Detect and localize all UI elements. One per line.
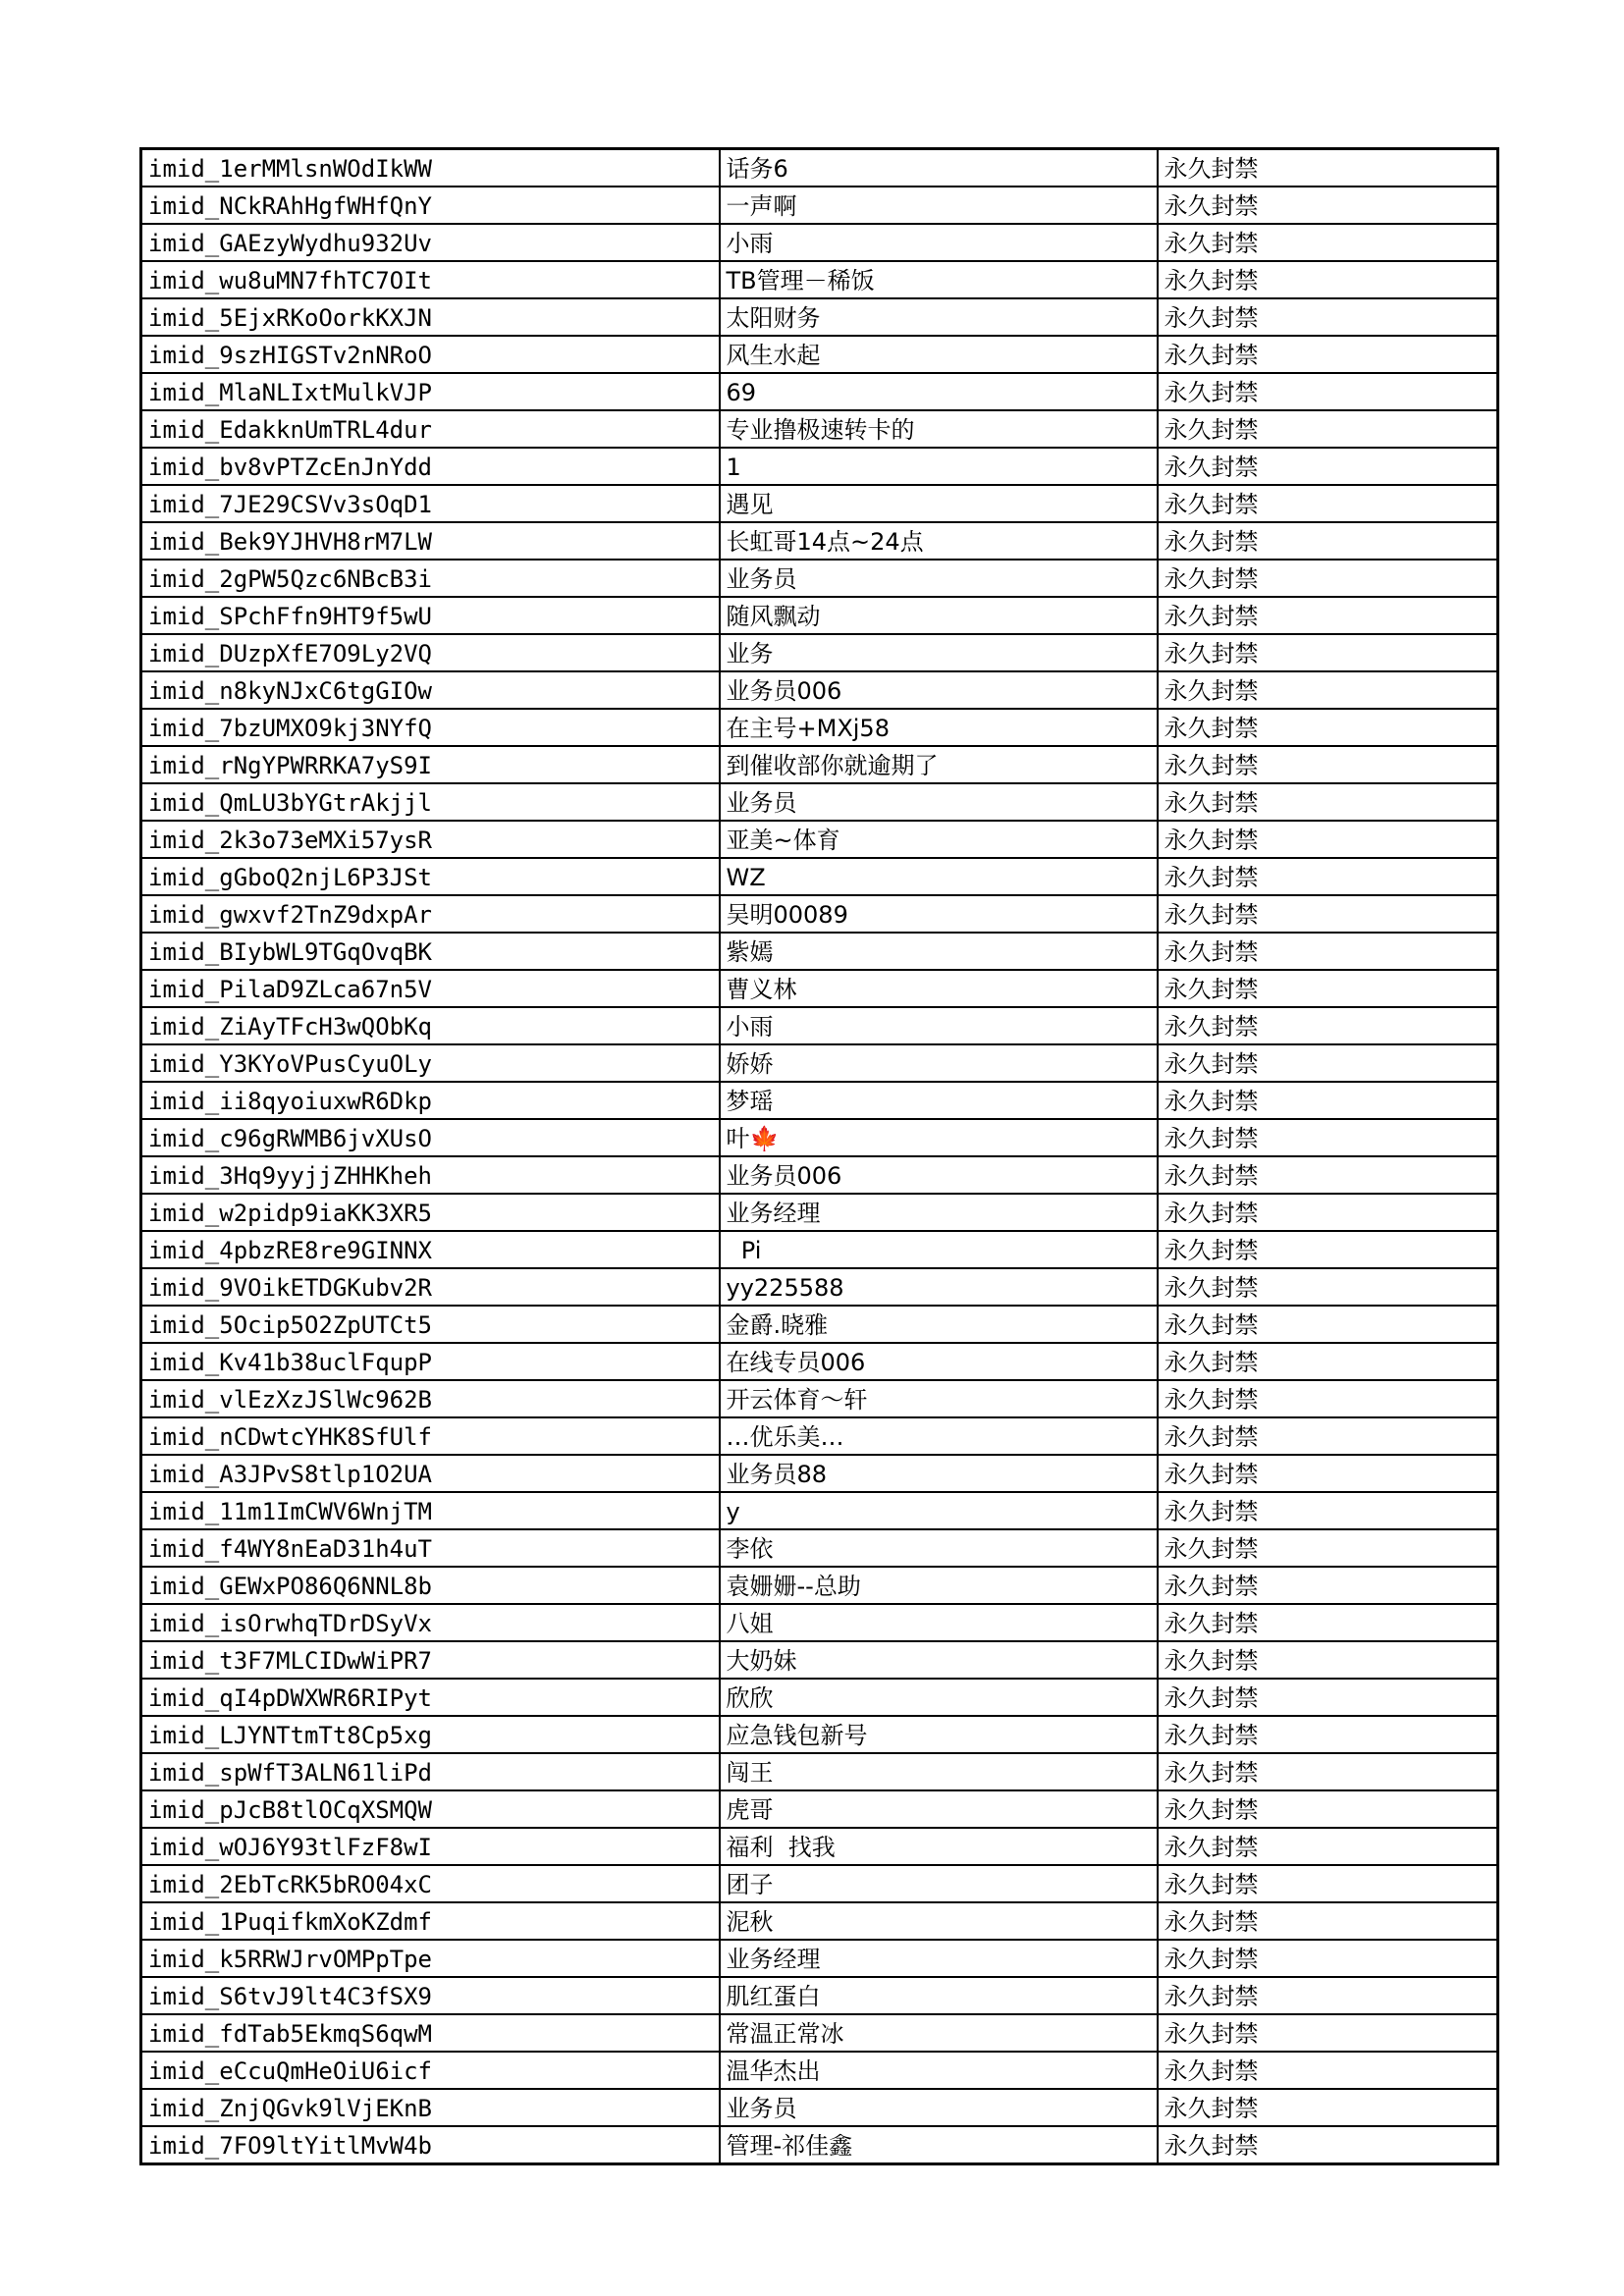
nickname-cell: 到催收部你就逾期了 (720, 746, 1158, 783)
nickname-cell: 1 (720, 448, 1158, 485)
table-row (141, 373, 1498, 410)
table-row (141, 485, 1498, 522)
table-row (141, 1529, 1498, 1567)
nickname-cell: 福利 找我 (720, 1828, 1158, 1865)
table-row (141, 1716, 1498, 1753)
ban-status-cell: 永久封禁 (1158, 187, 1498, 224)
nickname-cell: 紫嫣 (720, 933, 1158, 970)
table-row (141, 933, 1498, 970)
ban-list-body (141, 149, 1498, 2164)
user-id-cell: imid_9VOikETDGKubv2R (141, 1268, 720, 1306)
table-row (141, 2089, 1498, 2126)
ban-status-cell: 永久封禁 (1158, 336, 1498, 373)
user-id-cell: imid_GEWxPO86Q6NNL8b (141, 1567, 720, 1604)
table-row (141, 1753, 1498, 1790)
user-id-cell: imid_rNgYPWRRKA7yS9I (141, 746, 720, 783)
ban-status-cell: 永久封禁 (1158, 448, 1498, 485)
nickname-cell: 风生水起 (720, 336, 1158, 373)
user-id-cell: imid_w2pidp9iaKK3XR5 (141, 1194, 720, 1231)
ban-status-cell: 永久封禁 (1158, 1306, 1498, 1343)
ban-status-cell: 永久封禁 (1158, 485, 1498, 522)
ban-status-cell: 永久封禁 (1158, 2014, 1498, 2052)
table-row (141, 671, 1498, 709)
ban-status-cell: 永久封禁 (1158, 224, 1498, 261)
ban-list-table (139, 147, 1499, 2165)
ban-status-cell: 永久封禁 (1158, 709, 1498, 746)
nickname-cell: 业务员88 (720, 1455, 1158, 1492)
nickname-cell: 太阳财务 (720, 298, 1158, 336)
user-id-cell: imid_7JE29CSVv3sOqD1 (141, 485, 720, 522)
user-id-cell: imid_vlEzXzJSlWc962B (141, 1380, 720, 1417)
table-row (141, 1268, 1498, 1306)
nickname-cell: 业务经理 (720, 1194, 1158, 1231)
nickname-cell: 业务员 (720, 560, 1158, 597)
ban-status-cell: 永久封禁 (1158, 1567, 1498, 1604)
nickname-cell: 应急钱包新号 (720, 1716, 1158, 1753)
user-id-cell: imid_SPchFfn9HT9f5wU (141, 597, 720, 634)
table-row (141, 1828, 1498, 1865)
user-id-cell: imid_c96gRWMB6jvXUsO (141, 1119, 720, 1156)
table-row (141, 2052, 1498, 2089)
nickname-cell: yy225588 (720, 1268, 1158, 1306)
nickname-cell: 一声啊 (720, 187, 1158, 224)
nickname-cell: 大奶妹 (720, 1641, 1158, 1679)
table-row (141, 1044, 1498, 1082)
ban-status-cell: 永久封禁 (1158, 1790, 1498, 1828)
user-id-cell: imid_spWfT3ALN61liPd (141, 1753, 720, 1790)
nickname-cell: 肌红蛋白 (720, 1977, 1158, 2014)
ban-status-cell: 永久封禁 (1158, 597, 1498, 634)
table-row (141, 336, 1498, 373)
user-id-cell: imid_ii8qyoiuxwR6Dkp (141, 1082, 720, 1119)
table-row (141, 1007, 1498, 1044)
table-row (141, 1902, 1498, 1940)
table-row (141, 821, 1498, 858)
user-id-cell: imid_ZnjQGvk9lVjEKnB (141, 2089, 720, 2126)
user-id-cell: imid_qI4pDWXWR6RIPyt (141, 1679, 720, 1716)
user-id-cell: imid_5Ocip5O2ZpUTCt5 (141, 1306, 720, 1343)
ban-status-cell: 永久封禁 (1158, 1119, 1498, 1156)
nickname-cell: 欣欣 (720, 1679, 1158, 1716)
nickname-cell: 闯王 (720, 1753, 1158, 1790)
nickname-cell: 话务6 (720, 149, 1158, 187)
table-row (141, 597, 1498, 634)
ban-status-cell: 永久封禁 (1158, 1716, 1498, 1753)
nickname-cell: …优乐美… (720, 1417, 1158, 1455)
ban-status-cell: 永久封禁 (1158, 1007, 1498, 1044)
ban-status-cell: 永久封禁 (1158, 746, 1498, 783)
ban-status-cell: 永久封禁 (1158, 522, 1498, 560)
table-row (141, 709, 1498, 746)
ban-status-cell: 永久封禁 (1158, 671, 1498, 709)
table-row (141, 1082, 1498, 1119)
nickname-cell: 管理-祁佳鑫 (720, 2126, 1158, 2164)
table-row (141, 1306, 1498, 1343)
nickname-cell: 随风飘动 (720, 597, 1158, 634)
user-id-cell: imid_3Hq9yyjjZHHKheh (141, 1156, 720, 1194)
nickname-cell: 梦瑶 (720, 1082, 1158, 1119)
ban-status-cell: 永久封禁 (1158, 410, 1498, 448)
user-id-cell: imid_wu8uMN7fhTC7OIt (141, 261, 720, 298)
ban-status-cell: 永久封禁 (1158, 373, 1498, 410)
user-id-cell: imid_9szHIGSTv2nNRoO (141, 336, 720, 373)
user-id-cell: imid_2k3o73eMXi57ysR (141, 821, 720, 858)
ban-status-cell: 永久封禁 (1158, 1902, 1498, 1940)
nickname-cell: 常温正常冰 (720, 2014, 1158, 2052)
user-id-cell: imid_BIybWL9TGqOvqBK (141, 933, 720, 970)
nickname-cell: 业务员 (720, 2089, 1158, 2126)
nickname-cell: 业务 (720, 634, 1158, 671)
ban-status-cell: 永久封禁 (1158, 560, 1498, 597)
ban-status-cell: 永久封禁 (1158, 1492, 1498, 1529)
nickname-cell: 小雨 (720, 1007, 1158, 1044)
user-id-cell: imid_gwxvf2TnZ9dxpAr (141, 895, 720, 933)
ban-status-cell: 永久封禁 (1158, 298, 1498, 336)
ban-status-cell: 永久封禁 (1158, 858, 1498, 895)
table-row (141, 746, 1498, 783)
user-id-cell: imid_fdTab5EkmqS6qwM (141, 2014, 720, 2052)
nickname-cell: 遇见 (720, 485, 1158, 522)
user-id-cell: imid_bv8vPTZcEnJnYdd (141, 448, 720, 485)
nickname-cell: 温华杰出 (720, 2052, 1158, 2089)
user-id-cell: imid_GAEzyWydhu932Uv (141, 224, 720, 261)
user-id-cell: imid_ZiAyTFcH3wQObKq (141, 1007, 720, 1044)
table-row (141, 634, 1498, 671)
user-id-cell: imid_f4WY8nEaD31h4uT (141, 1529, 720, 1567)
user-id-cell: imid_S6tvJ9lt4C3fSX9 (141, 1977, 720, 2014)
user-id-cell: imid_k5RRWJrvOMPpTpe (141, 1940, 720, 1977)
ban-status-cell: 永久封禁 (1158, 933, 1498, 970)
table-row (141, 1790, 1498, 1828)
table-row (141, 1679, 1498, 1716)
nickname-cell: 长虹哥14点~24点 (720, 522, 1158, 560)
ban-status-cell: 永久封禁 (1158, 1679, 1498, 1716)
user-id-cell: imid_2gPW5Qzc6NBcB3i (141, 560, 720, 597)
table-row (141, 1940, 1498, 1977)
user-id-cell: imid_7FO9ltYitlMvW4b (141, 2126, 720, 2164)
ban-status-cell: 永久封禁 (1158, 1156, 1498, 1194)
user-id-cell: imid_1PuqifkmXoKZdmf (141, 1902, 720, 1940)
ban-status-cell: 永久封禁 (1158, 1417, 1498, 1455)
table-row (141, 2014, 1498, 2052)
table-row (141, 1343, 1498, 1380)
nickname-cell: WZ (720, 858, 1158, 895)
nickname-cell: 八姐 (720, 1604, 1158, 1641)
user-id-cell: imid_A3JPvS8tlp1O2UA (141, 1455, 720, 1492)
table-row (141, 410, 1498, 448)
ban-status-cell: 永久封禁 (1158, 2089, 1498, 2126)
user-id-cell: imid_wOJ6Y93tlFzF8wI (141, 1828, 720, 1865)
ban-status-cell: 永久封禁 (1158, 261, 1498, 298)
nickname-cell: 69 (720, 373, 1158, 410)
ban-status-cell: 永久封禁 (1158, 1753, 1498, 1790)
nickname-cell: 业务员006 (720, 671, 1158, 709)
nickname-cell: 曹义林 (720, 970, 1158, 1007)
nickname-cell: 在线专员006 (720, 1343, 1158, 1380)
table-row (141, 1417, 1498, 1455)
nickname-cell: 团子 (720, 1865, 1158, 1902)
ban-status-cell: 永久封禁 (1158, 1343, 1498, 1380)
table-row (141, 522, 1498, 560)
ban-status-cell: 永久封禁 (1158, 149, 1498, 187)
user-id-cell: imid_11m1ImCWV6WnjTM (141, 1492, 720, 1529)
table-row (141, 1156, 1498, 1194)
ban-status-cell: 永久封禁 (1158, 1828, 1498, 1865)
ban-status-cell: 永久封禁 (1158, 895, 1498, 933)
user-id-cell: imid_DUzpXfE7O9Ly2VQ (141, 634, 720, 671)
user-id-cell: imid_pJcB8tlOCqXSMQW (141, 1790, 720, 1828)
nickname-cell: 业务员006 (720, 1156, 1158, 1194)
table-row (141, 858, 1498, 895)
user-id-cell: imid_Kv41b38uclFqupP (141, 1343, 720, 1380)
ban-status-cell: 永久封禁 (1158, 2126, 1498, 2164)
user-id-cell: imid_LJYNTtmTt8Cp5xg (141, 1716, 720, 1753)
ban-status-cell: 永久封禁 (1158, 1977, 1498, 2014)
user-id-cell: imid_NCkRAhHgfWHfQnY (141, 187, 720, 224)
nickname-cell: 在主号+MXj58 (720, 709, 1158, 746)
table-row (141, 2126, 1498, 2164)
ban-status-cell: 永久封禁 (1158, 1082, 1498, 1119)
table-row (141, 1977, 1498, 2014)
table-row (141, 1604, 1498, 1641)
table-row (141, 1865, 1498, 1902)
user-id-cell: imid_7bzUMXO9kj3NYfQ (141, 709, 720, 746)
user-id-cell: imid_QmLU3bYGtrAkjjl (141, 783, 720, 821)
ban-status-cell: 永久封禁 (1158, 1455, 1498, 1492)
user-id-cell: imid_2EbTcRK5bRO04xC (141, 1865, 720, 1902)
user-id-cell: imid_PilaD9ZLca67n5V (141, 970, 720, 1007)
nickname-cell: 专业撸极速转卡的 (720, 410, 1158, 448)
ban-status-cell: 永久封禁 (1158, 970, 1498, 1007)
nickname-cell: 小雨 (720, 224, 1158, 261)
nickname-cell: 业务经理 (720, 1940, 1158, 1977)
ban-status-cell: 永久封禁 (1158, 1529, 1498, 1567)
ban-status-cell: 永久封禁 (1158, 1194, 1498, 1231)
table-row (141, 1641, 1498, 1679)
table-row (141, 187, 1498, 224)
nickname-cell: Pi (720, 1231, 1158, 1268)
ban-status-cell: 永久封禁 (1158, 821, 1498, 858)
table-row (141, 298, 1498, 336)
table-row (141, 783, 1498, 821)
ban-status-cell: 永久封禁 (1158, 634, 1498, 671)
ban-status-cell: 永久封禁 (1158, 1268, 1498, 1306)
user-id-cell: imid_MlaNLIxtMulkVJP (141, 373, 720, 410)
ban-status-cell: 永久封禁 (1158, 1044, 1498, 1082)
nickname-cell: 叶🍁 (720, 1119, 1158, 1156)
nickname-cell: 虎哥 (720, 1790, 1158, 1828)
nickname-cell: 泥秋 (720, 1902, 1158, 1940)
table-row (141, 261, 1498, 298)
user-id-cell: imid_Y3KYoVPusCyuOLy (141, 1044, 720, 1082)
user-id-cell: imid_isOrwhqTDrDSyVx (141, 1604, 720, 1641)
nickname-cell: 李依 (720, 1529, 1158, 1567)
nickname-cell: 亚美~体育 (720, 821, 1158, 858)
table-row (141, 1119, 1498, 1156)
nickname-cell: y (720, 1492, 1158, 1529)
nickname-cell: 袁姗姗--总助 (720, 1567, 1158, 1604)
table-row (141, 224, 1498, 261)
nickname-cell: 业务员 (720, 783, 1158, 821)
ban-status-cell: 永久封禁 (1158, 1231, 1498, 1268)
user-id-cell: imid_gGboQ2njL6P3JSt (141, 858, 720, 895)
user-id-cell: imid_n8kyNJxC6tgGIOw (141, 671, 720, 709)
user-id-cell: imid_4pbzRE8re9GINNX (141, 1231, 720, 1268)
table-row (141, 448, 1498, 485)
ban-status-cell: 永久封禁 (1158, 1940, 1498, 1977)
user-id-cell: imid_t3F7MLCIDwWiPR7 (141, 1641, 720, 1679)
user-id-cell: imid_nCDwtcYHK8SfUlf (141, 1417, 720, 1455)
ban-status-cell: 永久封禁 (1158, 1380, 1498, 1417)
table-row (141, 1231, 1498, 1268)
user-id-cell: imid_eCcuQmHeOiU6icf (141, 2052, 720, 2089)
ban-status-cell: 永久封禁 (1158, 1641, 1498, 1679)
nickname-cell: TB管理－稀饭 (720, 261, 1158, 298)
table-row (141, 1194, 1498, 1231)
nickname-cell: 开云体育～轩 (720, 1380, 1158, 1417)
table-row (141, 149, 1498, 187)
table-row (141, 1455, 1498, 1492)
table-row (141, 1492, 1498, 1529)
ban-status-cell: 永久封禁 (1158, 1604, 1498, 1641)
ban-status-cell: 永久封禁 (1158, 783, 1498, 821)
table-row (141, 1567, 1498, 1604)
table-row (141, 970, 1498, 1007)
nickname-cell: 金爵.晓雅 (720, 1306, 1158, 1343)
table-row (141, 560, 1498, 597)
user-id-cell: imid_EdakknUmTRL4dur (141, 410, 720, 448)
user-id-cell: imid_1erMMlsnWOdIkWW (141, 149, 720, 187)
table-row (141, 895, 1498, 933)
nickname-cell: 吴明00089 (720, 895, 1158, 933)
ban-status-cell: 永久封禁 (1158, 1865, 1498, 1902)
nickname-cell: 娇娇 (720, 1044, 1158, 1082)
ban-status-cell: 永久封禁 (1158, 2052, 1498, 2089)
table-row (141, 1380, 1498, 1417)
user-id-cell: imid_5EjxRKoOorkKXJN (141, 298, 720, 336)
user-id-cell: imid_Bek9YJHVH8rM7LW (141, 522, 720, 560)
